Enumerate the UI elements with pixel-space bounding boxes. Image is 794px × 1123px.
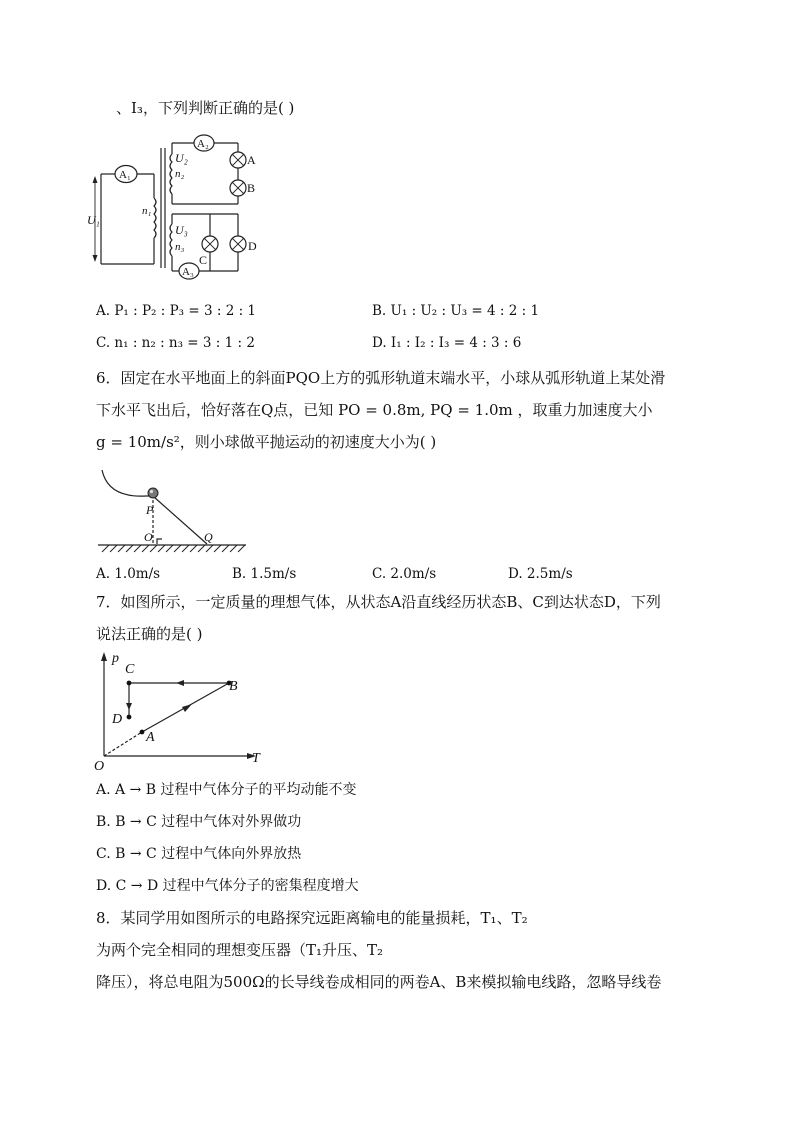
lamp-a-label: A: [247, 153, 256, 167]
q8-stem-line-3: 降压），将总电阻为500Ω的长导线卷成相同的两卷A、B来模拟输电线路，忽略导线卷: [96, 973, 662, 991]
state-c-label: C: [125, 662, 135, 677]
state-a-label: A: [146, 730, 155, 745]
axis-p-label: p: [112, 651, 119, 666]
q5-option-d: D. I₁ : I₂ : I₃ = 4 : 3 : 6: [372, 335, 522, 351]
state-d-label: D: [112, 712, 123, 727]
q5-option-a: A. P₁ : P₂ : P₃ = 3 : 2 : 1: [96, 303, 257, 319]
turns-n3-label: n₃: [175, 241, 185, 253]
q7-option-a: A. A → B 过程中气体分子的平均动能不变: [96, 782, 357, 798]
incline-projectile-figure: [96, 462, 256, 554]
q7-stem-line-1: 7．如图所示，一定质量的理想气体，从状态A沿直线经历状态B、C到达状态D，下列: [96, 593, 661, 611]
q7-option-c: C. B → C 过程中气体向外界放热: [96, 846, 302, 862]
q6-option-d: D. 2.5m/s: [508, 566, 573, 582]
q6-option-b: B. 1.5m/s: [232, 566, 297, 582]
point-o-label: O: [144, 530, 153, 544]
voltage-u2-label: U₂: [175, 151, 188, 165]
point-p-label: P: [146, 503, 154, 517]
ammeter-a3-label: A₃: [182, 266, 194, 278]
axis-t-label: T: [252, 751, 260, 766]
point-q-label: Q: [204, 530, 213, 544]
state-b-label: B: [229, 679, 238, 694]
q7-option-d: D. C → D 过程中气体分子的密集程度增大: [96, 878, 359, 894]
q6-stem-line-1: 6．固定在水平地面上的斜面PQO上方的弧形轨道末端水平，小球从弧形轨道上某处滑: [96, 369, 666, 387]
q6-option-a: A. 1.0m/s: [96, 566, 161, 582]
q8-stem-line-1: 8．某同学用如图所示的电路探究远距离输电的能量损耗，T₁、T₂: [96, 909, 528, 927]
ammeter-a1-label: A₁: [119, 169, 131, 181]
q7-option-b: B. B → C 过程中气体对外界做功: [96, 814, 302, 830]
q8-stem-line-2: 为两个完全相同的理想变压器（T₁升压、T₂: [96, 941, 384, 959]
q6-stem-line-3: g = 10m/s²，则小球做平抛运动的初速度大小为( ): [96, 433, 437, 451]
voltage-u1-label: U₁: [87, 213, 100, 227]
ammeter-a2-label: A₂: [197, 138, 209, 150]
q6-option-c: C. 2.0m/s: [372, 566, 437, 582]
q5-option-b: B. U₁ : U₂ : U₃ = 4 : 2 : 1: [372, 303, 540, 319]
turns-n2-label: n₂: [175, 168, 185, 180]
voltage-u3-label: U₃: [175, 223, 188, 237]
transformer-circuit-figure: [87, 128, 272, 288]
turns-n1-label: n₁: [142, 205, 152, 217]
q6-stem-line-2: 下水平飞出后，恰好落在Q点，已知 PO = 0.8m, PQ = 1.0m ，取重力加速度大小: [96, 401, 653, 419]
q5-option-c: C. n₁ : n₂ : n₃ = 3 : 1 : 2: [96, 335, 255, 351]
q7-stem-line-2: 说法正确的是( ): [96, 625, 203, 643]
q5-stem-tail: 、I₃，下列判断正确的是( ): [116, 99, 295, 117]
p-t-graph-figure: [92, 648, 272, 772]
lamp-b-label: B: [247, 181, 256, 195]
lamp-c-label: C: [199, 253, 208, 267]
origin-o-label: O: [94, 759, 105, 774]
lamp-d-label: D: [248, 239, 257, 253]
